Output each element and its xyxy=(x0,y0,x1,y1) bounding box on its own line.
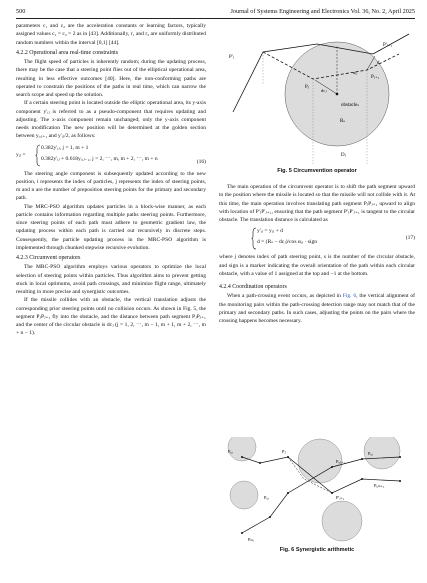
fig6-label-6: Pᵤᵢ xyxy=(264,495,269,500)
fig6-label-4: Pᵤᵢ xyxy=(368,451,373,456)
figure-6-synergistic xyxy=(222,437,412,557)
fig6-label-5: P'ⱼ₊₁ xyxy=(336,495,345,500)
label-rs: Rₛ xyxy=(340,119,346,124)
label-pj-prime: P'ⱼ xyxy=(229,55,235,60)
fig6-label-2: Pⱼ xyxy=(282,449,286,454)
label-d: d xyxy=(377,61,380,66)
label-dcj: dcⱼ xyxy=(321,88,327,93)
section-heading-4-2-4: 4.2.4 Coordination operators xyxy=(219,284,287,290)
right-column xyxy=(219,183,415,325)
paragraph-block-wise: The MRC-PSO algorithm updates particles in a block-wise manner, as each particle contains information regarding multiple paths steering points. Furthermore, since steering points of each path must adhere to geometric gradient law, the updating process within each path is carried out recursively in discrete steps. Consequently, the particle updating process in the MRC-PSO algorithm is implemented through chunked stepwise recursive evolution. xyxy=(16,203,206,251)
journal-title: Journal of Systems Engineering and Electronics Vol. 36, No. 2, April 2025 xyxy=(230,8,415,15)
header-rule xyxy=(16,18,415,19)
label-pj1: Pⱼ₊₁ xyxy=(371,75,380,80)
eq17-number: (17) xyxy=(405,235,415,242)
label-obstacle: obstacleₛ xyxy=(341,103,360,108)
fig6-label-1: Pᵤᵢ xyxy=(228,449,233,454)
label-pj1-prime: P'ⱼ₊₁ xyxy=(383,43,393,48)
paragraph-params: parameters c₁ and c₂ are the acceleration constants or learning factors, typically assigned values c₁ = c₂ = 2 as in [43]. Additionally, r₁ and r₂ are uniformly distributed random numbers within the interval [0,1] [44]. xyxy=(16,23,206,46)
left-column xyxy=(16,22,206,338)
eq16-number: (16) xyxy=(196,158,206,165)
paragraph-steering-angle: The steering angle component is subsequently updated according to the new position, i represents the index of particles, j represents the index of steering points, m and n are the number of preposition steering points for the primary and secondary path. xyxy=(16,170,206,202)
paragraph-operators: The MRC-PSO algorithm employs various operators to optimize the local selection of steering points within particles. Thus algorithm aims to prevent getting stuck in local optimums, avoid path crossings, and minimize flight range, ultimately resulting in more precise and synergistic outcomes. xyxy=(16,264,206,295)
page-number: 500 xyxy=(16,8,26,15)
section-heading-4-2-2: 4.2.2 Operational area real-time constraints xyxy=(16,49,119,56)
eq16-lhs: yᵢⱼ = xyxy=(16,151,26,158)
equation-17 xyxy=(219,226,415,251)
running-header xyxy=(16,6,415,18)
label-pj: Pⱼ xyxy=(305,85,310,90)
fig-6-link[interactable]: Fig. 6 xyxy=(342,293,357,300)
obstacle-center xyxy=(336,93,339,96)
paragraph-collision: If the missile collides with an obstacle, the vertical translation adjusts the corresponding prior steering points until no collision occurs. As shown in Fig. 5, the segment PⱼPⱼ₊₁ fly into the obstacle, and the distance between path segment PⱼPⱼ₊₁ and the center of the circular obstacle is dcⱼ (j = 1, 2, ⋯, m − 1, m + 1, m + 2, ⋯, m + n − 1). xyxy=(16,297,206,337)
obstacle-4 xyxy=(230,481,258,509)
paragraph-circumvent-main: The main operation of the circumvent operator is to shift the path segment upward to the position where the missile is located so that the missile will not collide with it. At this time, the main operation involves translating path segment PⱼPⱼ₊₁ upward to align with location of P'ⱼP'ⱼ₊₁, ensuring that the path segment P'ⱼP'ⱼ₊₁ is tangent to the circular obstacle. The translation distance is calculated as xyxy=(219,184,415,223)
section-heading-4-2-3: 4.2.3 Circumvent operators xyxy=(16,255,81,261)
fig6-label-8: Pₘᵢ xyxy=(248,537,254,542)
eq17-line-1: y'ᵢⱼ = yᵢⱼ + d xyxy=(257,228,283,235)
figure-5-circumvention xyxy=(219,24,415,174)
figure-6-diagram xyxy=(222,437,412,547)
figure-6-caption: Fig. 6 Synergistic arithmetic xyxy=(279,547,355,553)
paragraph-where: where j denotes index of path steering point, s is the number of the circular obstacle, and sign is a marker indicating the overall orientation of the path within each circular obstacle, with a value of 1 assigned at the top and −1 at the bottom. xyxy=(219,254,415,277)
eq16-case-2: 0.382y'ᵢⱼ + 0.618yᵢ,ⱼ₋₁, j = 2, ⋯, m, m + 2, ⋯, m + n xyxy=(41,155,158,162)
eq16-case-1: 0.382y'ᵢⱼ, j = 1, m + 1 xyxy=(41,144,89,151)
label-alpha: αᵢⱼ xyxy=(353,70,358,75)
paragraph-steering-point: If a certain steering point is located outside the elliptic operational area, its y-axis component y'ᵢⱼ is referred to as a pseudo-component that requires updating and adjusting. The x-axis component remain unchanged; only the y-axis component needs modification The new position will be determined at the golden section between yᵢ,ⱼ₊₁ and y'ᵢⱼ/2, as follows: xyxy=(16,100,206,140)
label-dj: Dⱼ xyxy=(341,153,346,158)
obstacle-5 xyxy=(322,501,362,541)
fig6-label-3: Pᵤⱼ₊₁ xyxy=(336,459,345,464)
fig6-label-7: Pᵤₘ₊₁ xyxy=(374,483,385,488)
figure-5-caption: Fig. 5 Circumvention operator xyxy=(277,168,357,174)
paragraph-coordination: When a path-crossing event occurs, as depicted in Fig. 6, the vertical alignment of the monitoring pairs within the path-crossing detection range may not match that of the primary and secondary paths. In such cases, adjusting the points on the pairs where the crossing happens becomes necessary. xyxy=(219,293,415,324)
eq17-line-2: d = (Rₛ − dcⱼ)/cos αᵢⱼ · sign xyxy=(257,239,318,246)
figure-5-diagram xyxy=(219,24,415,166)
equation-16 xyxy=(16,143,206,168)
paragraph-flight-speed: The flight speed of particles is inherently random; during the updating process, there may be the case that a steering point flies out of the elliptical operational area, resulting in less effective outcomes [40]. Here, the non-conforming paths are operated to constrain the positions of the paths in real time, which can narrow the search scope and speed up the solution. xyxy=(16,59,206,98)
